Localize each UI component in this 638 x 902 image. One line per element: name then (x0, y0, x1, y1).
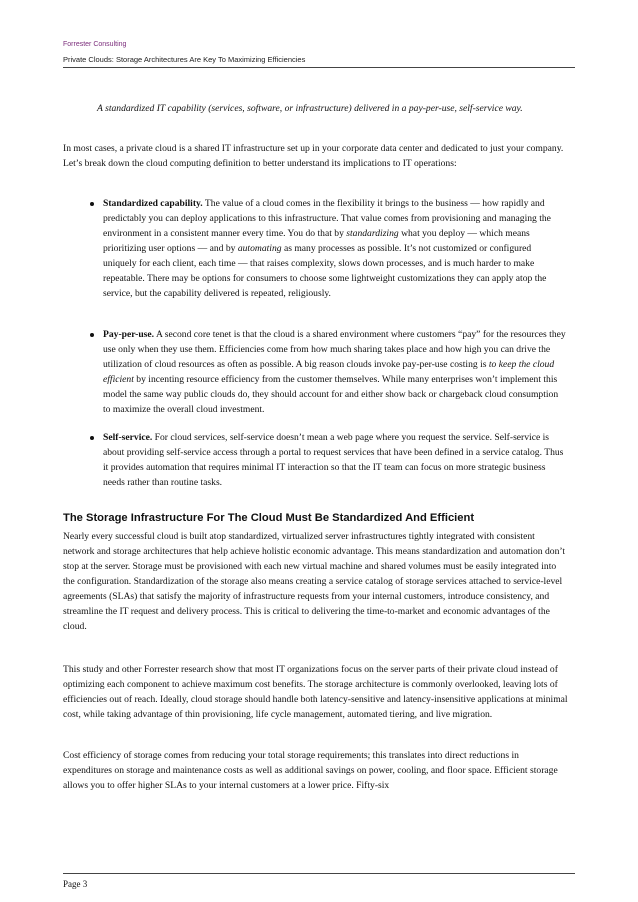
bullet-item-self-service (88, 430, 566, 490)
bullet-text: by incenting resource efficiency from the customer themselves. While many enterprises won’t implement this model the same way public clouds do, they should account for and either show back or chargeback cloud consumption to maximize the overall cloud investment. (103, 374, 559, 415)
bullet-term: Self-service. (103, 432, 153, 443)
bullet-item-standardized (88, 196, 566, 301)
bullet-list-pay-per-use (88, 327, 566, 417)
bullet-term: Pay-per-use. (103, 329, 155, 340)
bullet-text: what you deploy — which means prioritizing user options — and by (103, 228, 530, 254)
page-number: Page 3 (63, 879, 88, 889)
bullet-list-self-service (88, 430, 566, 490)
header-rule (63, 67, 575, 68)
bullet-list-standardized (88, 196, 566, 301)
header-brand: Forrester Consulting (63, 41, 127, 48)
intro-paragraph: In most cases, a private cloud is a shared IT infrastructure set up in your corporate data center and dedicated to just your company. Let’s break down the cloud computing definition to better understand its implications to IT operations: (63, 143, 564, 169)
section-paragraph-3: Cost efficiency of storage comes from reducing your total storage requirements; this translates into direct reductions in expenditures on storage and maintenance costs as well as additional savings on power, cooling, and floor space. Efficient storage allows you to offer higher SLAs to your internal customers at a lower price. Fifty-six (63, 750, 558, 791)
bullet-emphasis: to keep the cloud efficient (103, 359, 555, 385)
section-heading: The Storage Infrastructure For The Cloud Must Be Standardized And Efficient (63, 512, 475, 524)
bullet-text: For cloud services, self-service doesn’t mean a web page where you request the service. Self-service is about providing self-service access through a portal to request services that have been defined in a service catalog. Thus it provides automation that requires minimal IT interaction so that the IT team can focus on more strategic business needs rather than routine tasks. (103, 432, 564, 488)
bullet-text: as many processes as possible. It’s not customized or configured uniquely for each client, each time — that raises complexity, slows down processes, and is much harder to make repeatable. There may be options for consumers to choose some lightweight customizations they can apply atop the service, but the capability delivered is repeated, religiously. (103, 243, 547, 299)
bullet-term: Standardized capability. (103, 198, 203, 209)
bullet-item-pay-per-use (88, 327, 566, 417)
header-title: Private Clouds: Storage Architectures Are Key To Maximizing Efficiencies (63, 55, 306, 64)
bullet-emphasis: automating (237, 243, 282, 254)
section-paragraph-2: This study and other Forrester research show that most IT organizations focus on the server parts of their private cloud instead of optimizing each component to achieve maximum cost benefits. The storage architecture is commonly overlooked, leaving lots of efficiencies out of reach. Ideally, cloud storage should handle both latency-sensitive and latency-insensitive applications at minimal cost, while taking advantage of thin provisioning, life cycle management, automated tiering, and live migration. (63, 664, 568, 720)
bullet-emphasis: standardizing (346, 228, 399, 239)
definition-quote: A standardized IT capability (services, software, or infrastructure) delivered in a pay-per-use, self-service way. (97, 103, 523, 114)
bullet-text: A second core tenet is that the cloud is a shared environment where customers “pay” for the resources they use only when they use them. Efficiencies come from how much sharing takes place and how high you can drive the utilization of cloud resources as often as possible. A big reason clouds invoke pay-per-use costing is (103, 329, 566, 370)
footer-rule (63, 873, 575, 874)
section-paragraph-1: Nearly every successful cloud is built atop standardized, virtualized server infrastructures tightly integrated with consistent network and storage architectures that help achieve holistic economic advantage. This means standardization and automation don’t stop at the server. Storage must be provisioned with each new virtual machine and shared volumes must be easily integrated into the configuration. Standardization of the storage also means creating a service catalog of storage services attached to service-level agreements (SLAs) that satisfy the majority of infrastructure requests from your internal customers, introduce consistency, and streamline the IT request and delivery process. This is critical to delivering the time-to-market and economic advantages of the cloud. (63, 531, 566, 632)
bullet-text: The value of a cloud comes in the flexibility it brings to the business — how rapidly and predictably you can deploy applications to this infrastructure. That value comes from provisioning and managing the environment in a consistent manner every time. You do that by (103, 198, 551, 239)
